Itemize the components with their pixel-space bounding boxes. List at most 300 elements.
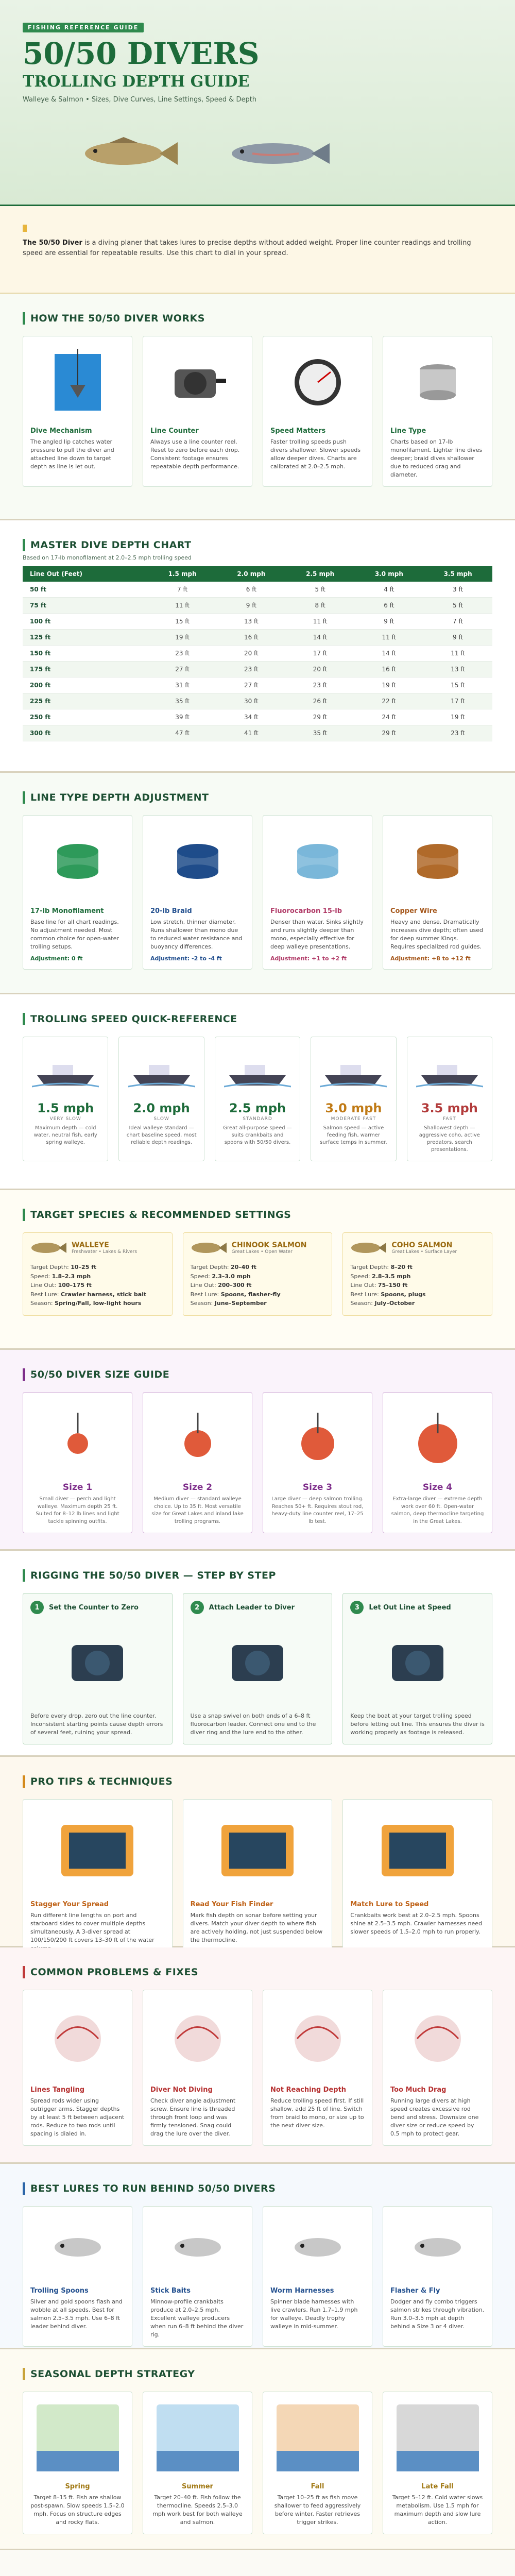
text-label: Worm Harnesses (270, 2287, 334, 2295)
line-card (383, 815, 492, 970)
table-cell: 7 ft (423, 614, 492, 630)
table-cell: 19 ft (423, 709, 492, 725)
text-label: Summer (182, 2483, 213, 2490)
text-label: Target 5–12 ft. Cold water slows metabolism. Use 1.5 mph for maximum depth and slow lure action. (392, 2494, 483, 2526)
table-cell: 31 ft (148, 677, 217, 693)
boat-icon (320, 1049, 387, 1091)
text-label: Check diver angle adjustment screw. Ensure line is threaded through front loop and was firmly tensioned. Snag could drag the lure over the diver. (150, 2097, 236, 2137)
text-label: is a diving planer that takes lures to precise depths without added weight. Proper line counter readings and trolling speed are essential for repeatable results. Use this chart to dial in your spread. (23, 239, 471, 258)
line-spool-icon (409, 354, 466, 411)
tip-illustration-icon (211, 1815, 304, 1887)
fluorocarbon-spool-icon (289, 833, 346, 890)
text-label: HOW THE 50/50 DIVER WORKS (30, 313, 205, 324)
line-card (263, 815, 372, 970)
step-card (183, 1593, 333, 1744)
page-subtitle: TROLLING DEPTH GUIDE (23, 73, 250, 91)
table-cell: 14 ft (354, 646, 423, 662)
text-label: MODERATE FAST (331, 1116, 376, 1122)
table-cell: 100 ft (23, 614, 148, 630)
table-row (23, 662, 492, 677)
species-card (342, 1232, 492, 1316)
text-label: Best Lure: (30, 1291, 59, 1298)
text-label: Great all-purpose speed — suits crankbaits and spoons with 50/50 divers. (223, 1125, 292, 1145)
text-label: Spoons, flasher-fly (220, 1291, 281, 1298)
text-label: Denser than water. Sinks slightly and runs slightly deeper than mono, especially effective for deep walleye presentations. (270, 919, 364, 950)
text-label: Crankbaits work best at 2.0–2.5 mph. Spoons shine at 2.5–3.5 mph. Crawler harnesses need slower speeds of 1.5–2.0 mph to run properly. (350, 1912, 483, 1935)
problems-title (23, 1966, 492, 1978)
intro (0, 206, 515, 294)
table-row (23, 725, 492, 741)
season-card (23, 2392, 132, 2534)
lure-card (143, 2206, 252, 2347)
table-cell: 35 ft (286, 725, 355, 741)
table-cell: 11 ft (423, 646, 492, 662)
text-label: Adjustment: +8 to +12 ft (390, 955, 471, 962)
text-label: COHO SALMON (391, 1241, 453, 1249)
step-illustration-icon (56, 1624, 139, 1702)
text-label: 20–40 ft (230, 1264, 256, 1270)
table-cell: 9 ft (423, 630, 492, 646)
text-label: Salmon speed — active feeding fish, warmer surface temps in summer. (320, 1125, 387, 1145)
text-label: Read Your Fish Finder (190, 1901, 273, 1908)
copper-wire-spool-icon (409, 833, 466, 890)
seasons-section (0, 2349, 515, 2550)
text-label: Stick Baits (150, 2287, 191, 2295)
table-cell: 39 ft (148, 709, 217, 725)
table-cell: 125 ft (23, 630, 148, 646)
text-label: Speed: (190, 1273, 210, 1280)
text-label: 17-lb Monofilament (30, 907, 104, 915)
chart-section (0, 520, 515, 773)
text-label: Ideal walleye standard — chart baseline speed, most reliable depth readings. (126, 1125, 197, 1145)
table-cell: 23 ft (423, 725, 492, 741)
text-label: Reduce trolling speed first. If still shallow, add 25 ft of line. Switch from braid to mono, or size up to the next diver size. (270, 2097, 364, 2129)
text-label: 3.5 mph (421, 1101, 478, 1115)
problem-card (263, 1990, 372, 2146)
text-label: VERY SLOW (49, 1116, 81, 1122)
text-label: Line Type (390, 427, 426, 435)
text-label: Great Lakes • Surface Layer (391, 1249, 457, 1255)
table-cell: 35 ft (148, 693, 217, 709)
table-cell: 23 ft (217, 662, 286, 677)
table-cell: 20 ft (286, 662, 355, 677)
table-cell: 27 ft (217, 677, 286, 693)
page-tagline: Walleye & Salmon • Sizes, Dive Curves, Line Settings, Speed & Depth (23, 96, 257, 104)
table-cell: 11 ft (286, 614, 355, 630)
table-cell: 19 ft (148, 630, 217, 646)
text-label: Fluorocarbon 15-lb (270, 907, 342, 915)
size-card (143, 1392, 252, 1533)
tip-card (183, 1799, 333, 1960)
text-label: Target Depth: (30, 1264, 69, 1270)
table-header: 3.5 mph (423, 566, 492, 582)
boat-icon (32, 1049, 99, 1091)
page-title: 50/50 DIVERS (23, 36, 260, 71)
table-cell: 16 ft (354, 662, 423, 677)
text-label: 200–300 ft (218, 1282, 252, 1289)
table-cell: 41 ft (217, 725, 286, 741)
text-label: Run different line lengths on port and starboard sides to cover multiple depths simultaneously. A 3-diver spread at 100/150/200 ft covers 13–30 ft of the water (30, 1912, 154, 1943)
text-label: Always use a line counter reel. Reset to zero before each drop. Consistent footage ensures repeatable depth performance. (150, 438, 240, 470)
table-cell: 5 ft (423, 598, 492, 614)
table-cell: 22 ft (354, 693, 423, 709)
text-label: July–October (374, 1300, 415, 1307)
text-label: WALLEYE (72, 1241, 109, 1249)
text-label: Let Out Line at Speed (369, 1603, 451, 1612)
text-label: 8–20 ft (390, 1264, 413, 1270)
table-cell: 7 ft (148, 582, 217, 598)
text-label: Stagger Your Spread (30, 1901, 109, 1908)
text-label: Flasher & Fly (390, 2287, 440, 2295)
text-label: LINE TYPE DEPTH ADJUSTMENT (30, 792, 209, 803)
step-card (342, 1593, 492, 1744)
step-illustration-icon (216, 1624, 299, 1702)
table-cell: 29 ft (354, 725, 423, 741)
text-label: 2.8–3.5 mph (372, 1273, 411, 1280)
speed-gauge-icon (289, 354, 346, 411)
text-label: Faster trolling speeds push divers shallower. Slower speeds allow deeper dives. Charts are calibrated at 2.0–2.5 mph. (270, 438, 361, 470)
text-label: Charts based on 17-lb monofilament. Lighter line dives deeper; braid dives shallower due to reduced drag and diameter. (390, 438, 483, 478)
text-label: Line Out: (30, 1282, 57, 1289)
table-cell: 13 ft (217, 614, 286, 630)
text-label: MASTER DIVE DEPTH CHART (30, 539, 192, 551)
text-label: 2.3–3.0 mph (212, 1273, 251, 1280)
lure-card (383, 2206, 492, 2347)
problem-card (143, 1990, 252, 2146)
season-scene-icon (397, 2404, 479, 2471)
species-title (23, 1209, 492, 1221)
diver-icon (47, 1408, 109, 1469)
text-label: Low stretch, thinner diameter. Runs shallower than mono due to reduced water resistance and buoyancy differences. (150, 919, 243, 950)
table-cell: 13 ft (423, 662, 492, 677)
text-label: Target Depth: (350, 1264, 389, 1270)
problem-illustration-icon (162, 2005, 234, 2072)
text-label: Line Counter (150, 427, 199, 435)
lure-icon (44, 2219, 111, 2276)
how-title (23, 312, 492, 325)
text-label: 1.8–2.3 mph (52, 1273, 91, 1280)
chart-title (23, 539, 492, 551)
salmon-icon (232, 143, 330, 164)
text-label: SEASONAL DEPTH STRATEGY (30, 2368, 195, 2380)
lure-icon (404, 2219, 471, 2276)
intro-text (23, 238, 492, 259)
table-cell: 8 ft (286, 598, 355, 614)
how-card (263, 336, 372, 487)
guide-badge: FISHING REFERENCE GUIDE (23, 23, 144, 32)
tip-illustration-icon (371, 1815, 464, 1887)
line-card (143, 815, 252, 970)
problem-illustration-icon (282, 2005, 354, 2072)
fish-icon (350, 1240, 386, 1256)
table-row (23, 677, 492, 693)
text-label: Spring (65, 2483, 90, 2490)
table-header: 3.0 mph (354, 566, 423, 582)
species-card (183, 1232, 333, 1316)
season-scene-icon (37, 2404, 119, 2471)
text-label: Adjustment: 0 ft (30, 955, 83, 962)
speed-card (407, 1037, 492, 1161)
text-label: Minnow-profile crankbaits produce at 2.0–2.5 mph. Excellent walleye producers when run 6–8 ft behind the diver rig. (150, 2298, 244, 2338)
species-card (23, 1232, 173, 1316)
text-label: Keep the boat at your target trolling speed before letting out line. This ensures the diver is working properly as footage is released. (350, 1713, 485, 1736)
table-cell: 15 ft (423, 677, 492, 693)
tip-illustration-icon (51, 1815, 144, 1887)
steps-title (23, 1569, 492, 1582)
table-row (23, 630, 492, 646)
size-card (383, 1392, 492, 1533)
table-row (23, 614, 492, 630)
text-label: Too Much Drag (390, 2086, 447, 2094)
table-cell: 47 ft (148, 725, 217, 741)
line-card (23, 815, 132, 970)
text-label: FAST (442, 1116, 456, 1122)
text-label: 1.5 mph (37, 1101, 94, 1115)
table-cell: 24 ft (354, 709, 423, 725)
text-label: Adjustment: -2 to -4 ft (150, 955, 222, 962)
text-label: 50/50 DIVER SIZE GUIDE (30, 1369, 170, 1380)
table-row (23, 582, 492, 598)
header (0, 0, 515, 206)
seasons-title (23, 2368, 492, 2380)
table-cell: 16 ft (217, 630, 286, 646)
text-label: 2.0 mph (133, 1101, 190, 1115)
table-row (23, 709, 492, 725)
table-cell: 9 ft (217, 598, 286, 614)
text-label: 75–150 ft (377, 1282, 408, 1289)
text-label: 3 (350, 1601, 364, 1614)
species-section (0, 1190, 515, 1350)
text-label: Size 2 (182, 1482, 213, 1493)
lures-title (23, 2182, 492, 2195)
table-row (23, 693, 492, 709)
text-label: Spinner blade harnesses with live crawlers. Run 1.7–1.9 mph for walleye. Deadly trophy walleye in mid-summer. (270, 2298, 358, 2330)
table-cell: 175 ft (23, 662, 148, 677)
text-label: Copper Wire (390, 907, 437, 915)
text-label: 2 (191, 1601, 204, 1614)
text-label: Spring/Fall, low-light hours (55, 1300, 142, 1307)
tip-card (342, 1799, 492, 1960)
text-label: Target 10–25 ft as fish move shallower to feed aggressively before winter. Faster retrieves trigger strikes. (274, 2494, 361, 2526)
text-label: 3.0 mph (325, 1101, 382, 1115)
text-label: The angled lip catches water pressure to pull the diver and attached line down to target depth as line is let out. (30, 438, 114, 470)
table-cell: 17 ft (423, 693, 492, 709)
step-card (23, 1593, 173, 1744)
text-label: Line Out: (350, 1282, 376, 1289)
text-label: Use a snap swivel on both ends of a 6–8 ft fluorocarbon leader. Connect one end to the diver ring and the lure end to the other. (190, 1713, 316, 1736)
text-label: Season: (190, 1300, 213, 1307)
text-label: 10–25 ft (71, 1264, 97, 1270)
lure-icon (284, 2219, 351, 2276)
text-label: TROLLING SPEED QUICK-REFERENCE (30, 1013, 237, 1025)
problem-card (23, 1990, 132, 2146)
text-label: Heavy and dense. Dramatically increases dive depth; often used for deep summer Kings. Requires specialized rod guides. (390, 919, 484, 950)
table-cell: 29 ft (286, 709, 355, 725)
text-label: Speed Matters (270, 427, 326, 435)
walleye-icon (85, 137, 178, 165)
text-label: Great Lakes • Open Water (231, 1249, 293, 1255)
text-label: The 50/50 Diver (23, 239, 82, 247)
text-label: Spread rods wider using outrigger arms. Stagger depths by at least 5 ft between adjacent rods. Reduce to two rods until spacing is dialed in. (30, 2097, 125, 2137)
boat-icon (128, 1049, 195, 1091)
season-card (263, 2392, 372, 2534)
tip-card (23, 1799, 173, 1960)
step-illustration-icon (376, 1624, 459, 1702)
text-label: 1 (30, 1601, 44, 1614)
depth-table (23, 566, 492, 741)
table-cell: 26 ft (286, 693, 355, 709)
text-label: Shallowest depth — aggressive coho, active predators, search presentations. (419, 1125, 480, 1153)
table-cell: 4 ft (354, 582, 423, 598)
table-cell: 200 ft (23, 677, 148, 693)
text-label: Diver Not Diving (150, 2086, 213, 2094)
table-cell: 50 ft (23, 582, 148, 598)
table-row (23, 646, 492, 662)
text-label: TARGET SPECIES & RECOMMENDED SETTINGS (30, 1209, 291, 1221)
table-cell: 23 ft (286, 677, 355, 693)
text-label: Target 20–40 ft. Fish follow the thermocline. Speeds 2.5–3.0 mph work best for both walleye and salmon. (152, 2494, 243, 2526)
speed-card (215, 1037, 300, 1161)
table-cell: 225 ft (23, 693, 148, 709)
text-label: Speed: (30, 1273, 50, 1280)
text-label: Maximum depth — cold water, neutral fish, early spring walleye. (33, 1125, 97, 1145)
line-section (0, 773, 515, 994)
text-label: 2.5 mph (229, 1101, 286, 1115)
text-label: Target Depth: (190, 1264, 229, 1270)
text-label: Small diver — perch and light walleye. Maximum depth 25 ft. Suited for 8–12 lb lines and light tackle spinning outfits. (36, 1496, 119, 1524)
text-label: COMMON PROBLEMS & FIXES (30, 1967, 199, 1978)
table-cell: 5 ft (286, 582, 355, 598)
text-label: CHINOOK SALMON (231, 1241, 307, 1249)
table-cell: 75 ft (23, 598, 148, 614)
season-card (383, 2392, 492, 2534)
text-label: Freshwater • Lakes & Rivers (72, 1249, 138, 1255)
table-cell: 14 ft (286, 630, 355, 646)
text-label: Crawler harness, stick bait (61, 1291, 147, 1298)
text-label: Target 8–15 ft. Fish are shallow post-spawn. Slow speeds 1.5–2.0 mph. Focus on structure edges and rocky flats. (30, 2494, 125, 2526)
table-cell: 27 ft (148, 662, 217, 677)
text-label: Attach Leader to Diver (209, 1603, 295, 1612)
text-label: Season: (350, 1300, 373, 1307)
table-cell: 9 ft (354, 614, 423, 630)
table-cell: 11 ft (354, 630, 423, 646)
table-cell: 11 ft (148, 598, 217, 614)
text-label: BEST LURES TO RUN BEHIND 50/50 DIVERS (30, 2183, 276, 2194)
size-card (23, 1392, 132, 1533)
table-row (23, 598, 492, 614)
text-label: Base line for all chart readings. No adjustment needed. Most common choice for open-water trolling setups. (30, 919, 119, 950)
fish-icon (30, 1240, 66, 1256)
how-card (23, 336, 132, 487)
table-header: 1.5 mph (148, 566, 217, 582)
text-label: SLOW (153, 1116, 169, 1122)
text-label: 100–175 ft (58, 1282, 92, 1289)
table-cell: 34 ft (217, 709, 286, 725)
table-cell: 150 ft (23, 646, 148, 662)
line-spool-icon (49, 833, 106, 890)
table-header: Line Out (Feet) (23, 566, 148, 582)
table-header: 2.0 mph (217, 566, 286, 582)
text-label: Lines Tangling (30, 2086, 85, 2094)
season-scene-icon (157, 2404, 239, 2471)
text-label: Dive Mechanism (30, 427, 92, 435)
intro-mark (23, 225, 27, 232)
table-cell: 300 ft (23, 725, 148, 741)
text-label: Late Fall (421, 2483, 454, 2490)
text-label: Match Lure to Speed (350, 1901, 429, 1908)
table-cell: 23 ft (148, 646, 217, 662)
text-label: Not Reaching Depth (270, 2086, 347, 2094)
text-label: 20-lb Braid (150, 907, 192, 915)
problems-section (0, 1947, 515, 2164)
tips-section (0, 1757, 515, 1947)
boat-icon (224, 1049, 291, 1091)
text-label: Size 3 (302, 1482, 333, 1493)
season-scene-icon (277, 2404, 359, 2471)
table-cell: 250 ft (23, 709, 148, 725)
braid-spool-icon (169, 833, 226, 890)
text-label: June–September (214, 1300, 267, 1307)
text-label: Mark fish depth on sonar before setting your divers. Match your diver depth to where fish are actively holding, not just suspended below the thermocline. (190, 1912, 323, 1943)
speed-section (0, 994, 515, 1190)
chart-subtitle: Based on 17-lb monofilament at 2.0–2.5 mph trolling speed (23, 554, 192, 561)
text-label: STANDARD (243, 1116, 272, 1122)
text-label: Speed: (350, 1273, 370, 1280)
season-card (143, 2392, 252, 2534)
how-section (0, 294, 515, 520)
text-label: Best Lure: (350, 1291, 379, 1298)
how-card (143, 336, 252, 487)
lure-icon (164, 2219, 231, 2276)
table-header: 2.5 mph (286, 566, 355, 582)
table-cell: 3 ft (423, 582, 492, 598)
boat-icon (416, 1049, 483, 1091)
text-label: PRO TIPS & TECHNIQUES (30, 1776, 173, 1787)
text-label: Set the Counter to Zero (49, 1603, 139, 1612)
text-label: Spoons, plugs (381, 1291, 426, 1298)
text-label: Best Lure: (190, 1291, 219, 1298)
text-label: Season: (30, 1300, 53, 1307)
speed-card (118, 1037, 204, 1161)
text-label: Fall (311, 2483, 324, 2490)
text-label: Size 4 (422, 1482, 453, 1493)
table-cell: 17 ft (286, 646, 355, 662)
speed-title (23, 1013, 492, 1025)
fish-icon (191, 1240, 227, 1256)
steps-section (0, 1551, 515, 1757)
speed-card (23, 1037, 108, 1161)
table-cell: 20 ft (217, 646, 286, 662)
text-label: Large diver — deep salmon trolling. Reaches 50+ ft. Requires stout rod, heavy-duty line counter reel, 17–25 lb test. (271, 1496, 364, 1524)
diver-icon (167, 1408, 229, 1469)
header-fish-illustration (77, 123, 335, 187)
line-counter-reel-icon (167, 354, 229, 411)
table-cell: 30 ft (217, 693, 286, 709)
speed-card (311, 1037, 396, 1161)
problem-illustration-icon (402, 2005, 474, 2072)
text-label: Before every drop, zero out the line counter. Inconsistent starting points cause depth errors of several feet, ruining your spread. (30, 1713, 163, 1736)
line-title (23, 791, 492, 804)
size-title (23, 1368, 492, 1381)
table-cell: 19 ft (354, 677, 423, 693)
diver-icon (287, 1408, 349, 1469)
lure-card (23, 2206, 132, 2347)
table-cell: 15 ft (148, 614, 217, 630)
lure-card (263, 2206, 372, 2347)
table-cell: 6 ft (354, 598, 423, 614)
lures-section (0, 2164, 515, 2349)
text-label: Adjustment: +1 to +2 ft (270, 955, 347, 962)
